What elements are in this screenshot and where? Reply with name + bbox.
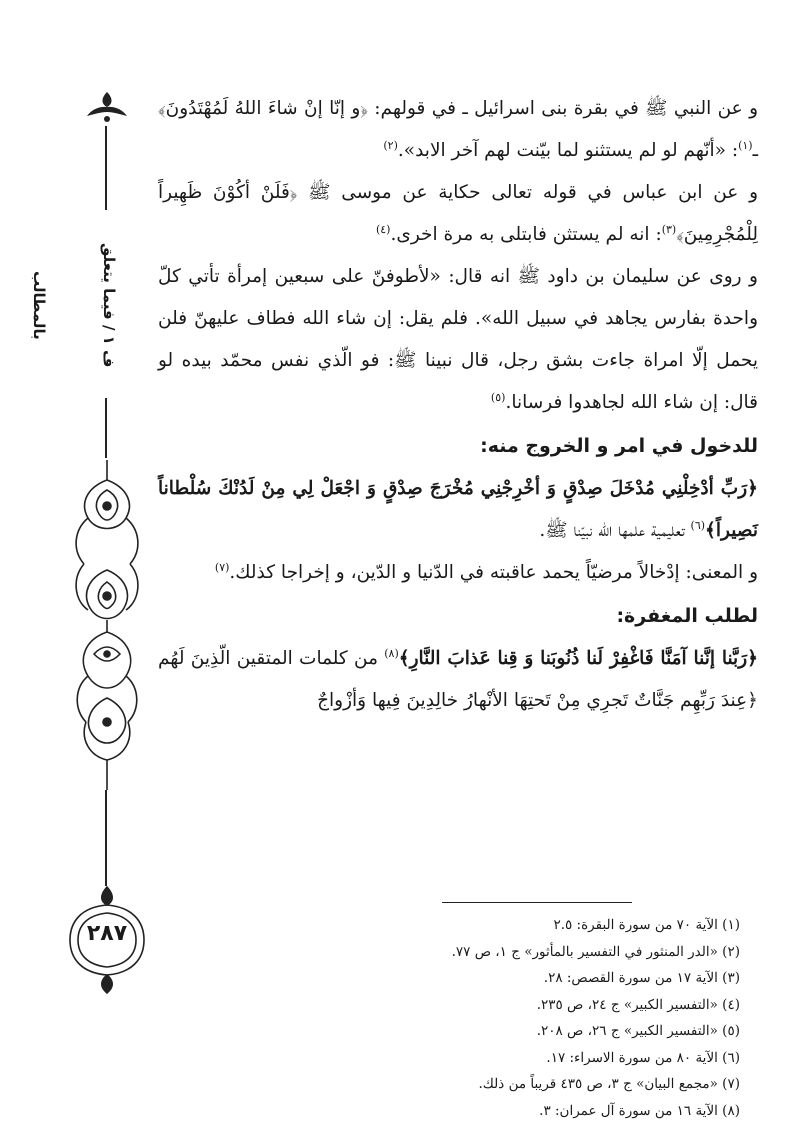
page-number-cartouche bbox=[62, 885, 152, 995]
footnote-separator bbox=[442, 902, 632, 903]
arabesque-ornament-icon bbox=[66, 460, 148, 790]
footnote: (٧) «مجمع البيان» ج ٣، ص ٤٣٥ قريباً من ذلك. bbox=[300, 1071, 740, 1098]
footnote-ref[interactable]: (٣) bbox=[662, 223, 677, 236]
margin-rule-mid bbox=[105, 398, 107, 458]
quran-quote: ﴿رَبَّنا إنَّنا آمَنَّا فَاغْفِرْ لَنا ذُنُوبَنا وَ قِنا عَذابَ النَّارِ﴾ bbox=[399, 648, 758, 669]
footnote-ref[interactable]: (٦) bbox=[691, 519, 706, 532]
margin-rule-bottom bbox=[105, 790, 107, 886]
paragraph bbox=[158, 552, 758, 594]
paragraph-text: : انه لم يستثن فابتلى به مرة اخرى. bbox=[390, 224, 661, 245]
quran-quote: ﴿رَبِّ أدْخِلْنِي مُدْخَلَ صِدْقٍ وَ أخْرِجْنِي مُخْرَجَ صِدْقٍ وَ اجْعَلْ لِي مِنْ لَدُنْكَ سُلْطاناً نَصِيراً﴾ bbox=[158, 478, 758, 541]
main-text bbox=[158, 88, 758, 722]
footnote: (٤) «التفسير الكبير» ج ٢٤، ص ٢٣٥. bbox=[300, 992, 740, 1019]
footnote: (٨) الآية ١٦ من سورة آل عمران: ٣. bbox=[300, 1098, 740, 1124]
footnote-ref[interactable]: (١) bbox=[738, 139, 753, 152]
paragraph-text: : «أنّهم لو لم يستثنو لما بيّنت لهم آخر الابد». bbox=[398, 140, 738, 161]
footnote: (١) الآية ٧٠ من سورة البقرة: ٢.٥ bbox=[300, 912, 740, 939]
paragraph-text: و عن النبي ﷺ في بقرة بنى اسرائيل ـ في قولهم: ﴿و إنّا إنْ شاءَ اللهُ لَمُهْتَدُونَ﴾ ـ bbox=[158, 98, 758, 161]
top-fleuron-icon bbox=[77, 90, 137, 124]
footnote-ref[interactable]: (٧) bbox=[215, 561, 230, 574]
chapter-running-title: ف ١ / فيما يتعلق بالمطالب bbox=[74, 215, 144, 395]
section-heading: لطلب المغفرة: bbox=[158, 594, 758, 638]
paragraph-text: و المعنى: إدْخالاً مرضيّاً يحمد عاقبته في الدّنيا و الدّين، و إخراجا كذلك. bbox=[229, 562, 758, 583]
paragraph bbox=[158, 172, 758, 256]
section-heading: للدخول في امر و الخروج منه: bbox=[158, 424, 758, 468]
paragraph bbox=[158, 468, 758, 552]
footnote-ref[interactable]: (٢) bbox=[383, 139, 398, 152]
margin-rule-top bbox=[105, 126, 107, 210]
paragraph bbox=[158, 638, 758, 722]
paragraph bbox=[158, 256, 758, 424]
paragraph-text: و روى عن سليمان بن داود ﷺ انه قال: «لأطوفنّ على سبعين إمرأة تأتي كلّ واحدة بفارس يجاهد في سبيل الله». فلم يقل: إن شاء الله فطاف عليهنّ فلن يحمل إلّا امراة جاءت بشق رجل، قال نبينا ﷺ: فو الّذي نفس محمّد بيده لو قال: إن شاء الله لجاهدوا فرسانا. bbox=[158, 266, 758, 413]
footnote-ref[interactable]: (٨) bbox=[384, 647, 399, 660]
page-number: ٢٨٧ bbox=[62, 921, 152, 946]
side-margin bbox=[62, 90, 152, 1050]
paragraph-text: من كلمات المتقين الّذِينَ لَهُم ﴿عِندَ رَبِّهِم جَنَّاتٌ تَجرِي مِنْ تَحتِهَا الأنْهارُ خالِدِينَ فِيها وَأزْواجٌ bbox=[158, 648, 758, 711]
footnote: (٢) «الدر المنثور في التفسير بالمأثور» ج ١، ص ٧٧. bbox=[300, 939, 740, 966]
paragraph-text: تعليمية علمها الله نبيّنا ﷺ. bbox=[539, 520, 690, 541]
footnote: (٦) الآية ٨٠ من سورة الاسراء: ١٧. bbox=[300, 1045, 740, 1072]
footnotes bbox=[300, 912, 740, 1124]
paragraph bbox=[158, 88, 758, 172]
footnote-ref[interactable]: (٥) bbox=[491, 391, 506, 404]
footnote: (٣) الآية ١٧ من سورة القصص: ٢٨. bbox=[300, 965, 740, 992]
footnote-ref[interactable]: (٤) bbox=[376, 223, 391, 236]
paragraph-text: و عن ابن عباس في قوله تعالى حكاية عن موسى ﷺ ﴿فَلَنْ أكُوْنَ ظَهِيراً لِلْمُجْرِمِينَ﴾ bbox=[158, 182, 758, 245]
footnote: (٥) «التفسير الكبير» ج ٢٦، ص ٢٠٨. bbox=[300, 1018, 740, 1045]
